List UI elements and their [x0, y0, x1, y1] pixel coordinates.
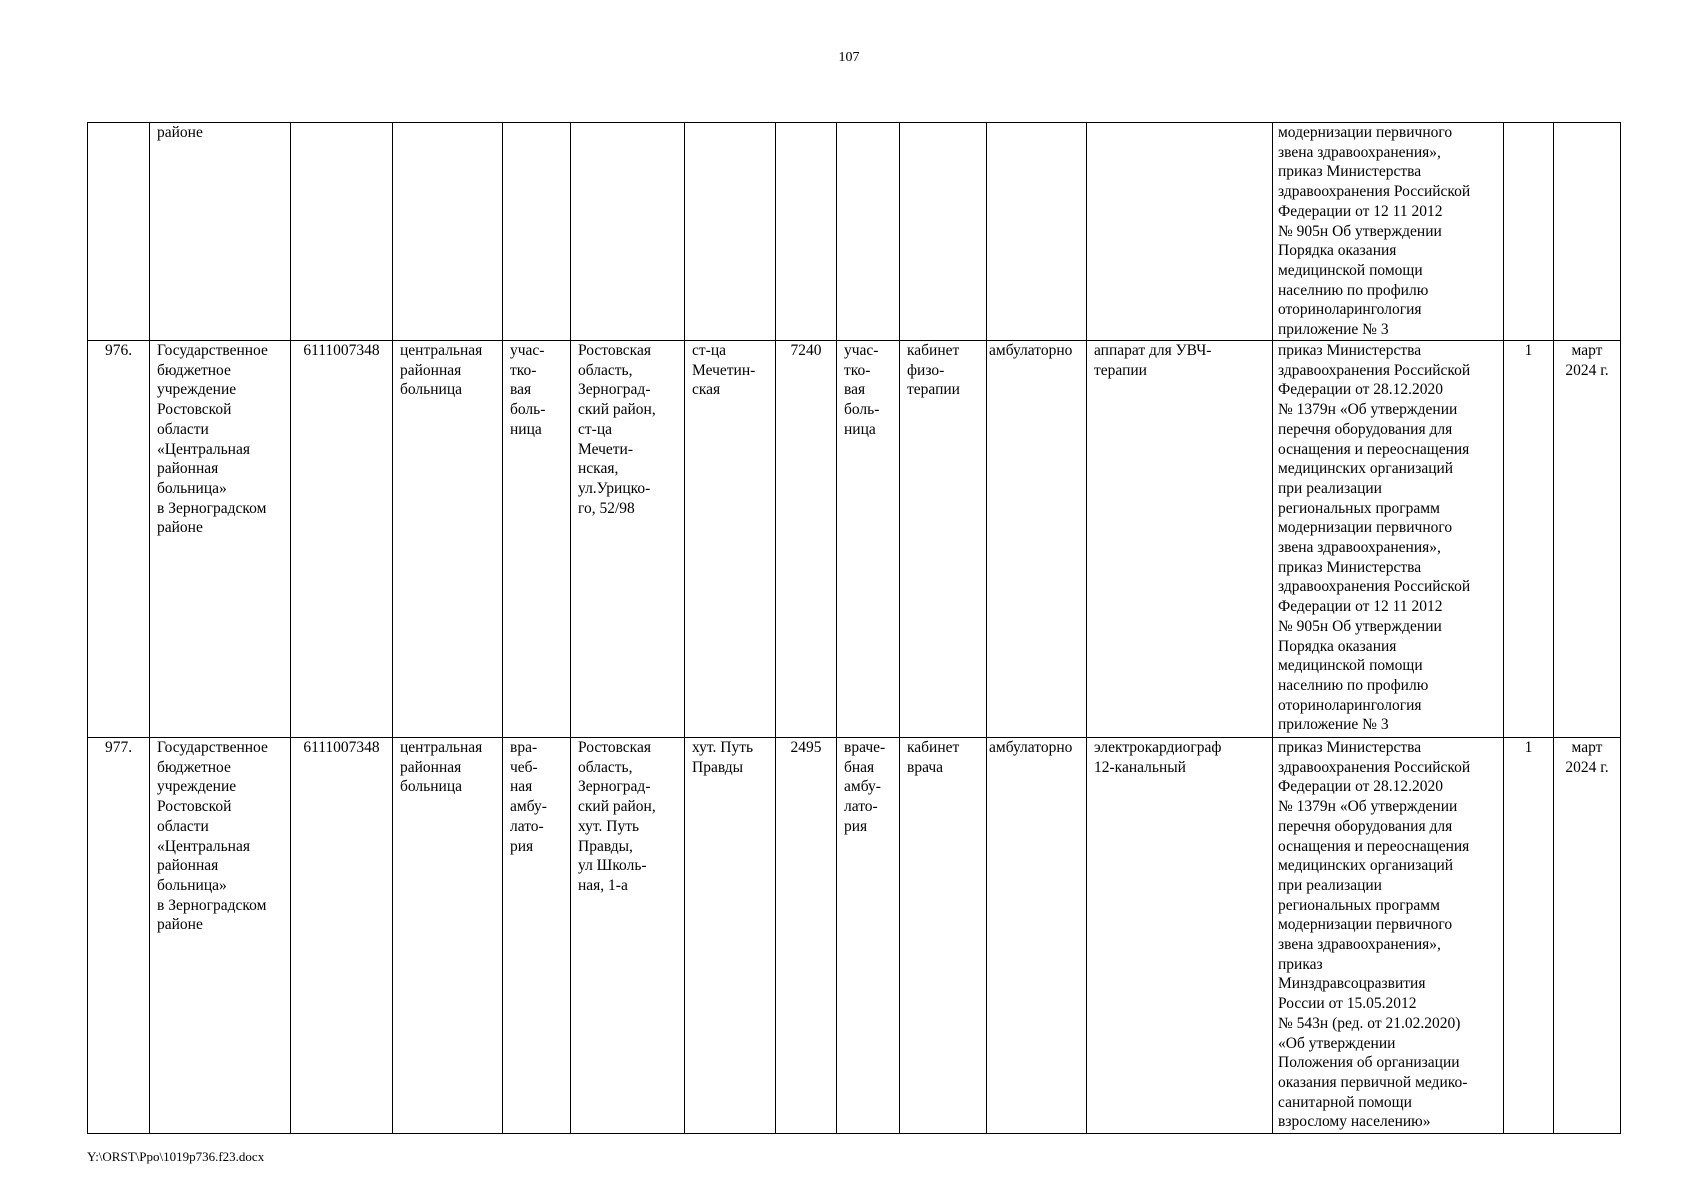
- care-form-cell: амбулаторно: [987, 738, 1087, 1134]
- date-cell: март 2024 г.: [1554, 341, 1621, 738]
- legal-basis-cell: приказ Министерства здравоохранения Российской Федерации от 28.12.2020 № 1379н «Об утверждении перечня оборудования для оснащения и переоснащения медицинских организаций при реализации региональных программ модернизации первичного звена здравоохранения», приказ Минздравсоцразвития России от 15.05.2012 № 543н (ред. от 21.02.2020) «Об утверждении Положения об организации оказания первичной медико- санитарной помощи взрослому населению»: [1273, 738, 1504, 1134]
- structural-unit-cell: [503, 123, 571, 341]
- equipment-cell: электрокардиограф 12-канальный: [1087, 738, 1273, 1134]
- quantity-cell: [1504, 123, 1554, 341]
- structural-unit-cell: вра- чеб- ная амбу- лато- рия: [503, 738, 571, 1134]
- room-cell: [900, 123, 987, 341]
- locality-cell: [685, 123, 776, 341]
- date-cell: март 2024 г.: [1554, 738, 1621, 1134]
- care-form-cell: [987, 123, 1087, 341]
- institution-type-cell: центральная районная больница: [393, 738, 503, 1134]
- table-row: [88, 341, 1621, 738]
- equipment-cell: [1087, 123, 1273, 341]
- locality-cell: хут. Путь Правды: [685, 738, 776, 1134]
- inn-cell: 6111007348: [291, 738, 393, 1134]
- row-number-cell: 977.: [88, 738, 150, 1134]
- population-cell: [776, 123, 837, 341]
- institution-cell: Государственное бюджетное учреждение Ростовской области «Центральная районная больница» в Зерноградском районе: [150, 738, 291, 1134]
- unit-cell: учас- тко- вая боль- ница: [837, 341, 900, 738]
- page-number: 107: [838, 50, 860, 65]
- locality-cell: ст-ца Мечетин- ская: [685, 341, 776, 738]
- row-number-cell: [88, 123, 150, 341]
- table-row: [88, 123, 1621, 341]
- institution-cell: Государственное бюджетное учреждение Ростовской области «Центральная районная больница» в Зерноградском районе: [150, 341, 291, 738]
- date-cell: [1554, 123, 1621, 341]
- population-cell: 2495: [776, 738, 837, 1134]
- room-cell: кабинет врача: [900, 738, 987, 1134]
- address-cell: Ростовская область, Зерноград- ский район, хут. Путь Правды, ул Школь- ная, 1-а: [571, 738, 685, 1134]
- equipment-cell: аппарат для УВЧ- терапии: [1087, 341, 1273, 738]
- institution-type-cell: [393, 123, 503, 341]
- legal-basis-cell: приказ Министерства здравоохранения Российской Федерации от 28.12.2020 № 1379н «Об утверждении перечня оборудования для оснащения и переоснащения медицинских организаций при реализации региональных программ модернизации первичного звена здравоохранения», приказ Министерства здравоохранения Российской Федерации от 12 11 2012 № 905н Об утверждении Порядка оказания медицинской помощи населнию по профилю оториноларингология приложение № 3: [1273, 341, 1504, 738]
- address-cell: Ростовская область, Зерноград- ский район, ст-ца Мечети- нская, ул.Урицко- го, 52/98: [571, 341, 685, 738]
- population-cell: 7240: [776, 341, 837, 738]
- institution-cell: районе: [150, 123, 291, 341]
- care-form-cell: амбулаторно: [987, 341, 1087, 738]
- table-row: [88, 738, 1621, 1134]
- address-cell: [571, 123, 685, 341]
- quantity-cell: 1: [1504, 341, 1554, 738]
- institution-type-cell: центральная районная больница: [393, 341, 503, 738]
- equipment-table: [87, 122, 1621, 1134]
- inn-cell: 6111007348: [291, 341, 393, 738]
- inn-cell: [291, 123, 393, 341]
- unit-cell: [837, 123, 900, 341]
- footer-file-path: Y:\ORST\Ppo\1019p736.f23.docx: [87, 1149, 265, 1164]
- legal-basis-cell: модернизации первичного звена здравоохранения», приказ Министерства здравоохранения Российской Федерации от 12 11 2012 № 905н Об утверждении Порядка оказания медицинской помощи населнию по профилю оториноларингология приложение № 3: [1273, 123, 1504, 341]
- room-cell: кабинет физо- терапии: [900, 341, 987, 738]
- unit-cell: враче- бная амбу- лато- рия: [837, 738, 900, 1134]
- row-number-cell: 976.: [88, 341, 150, 738]
- quantity-cell: 1: [1504, 738, 1554, 1134]
- structural-unit-cell: учас- тко- вая боль- ница: [503, 341, 571, 738]
